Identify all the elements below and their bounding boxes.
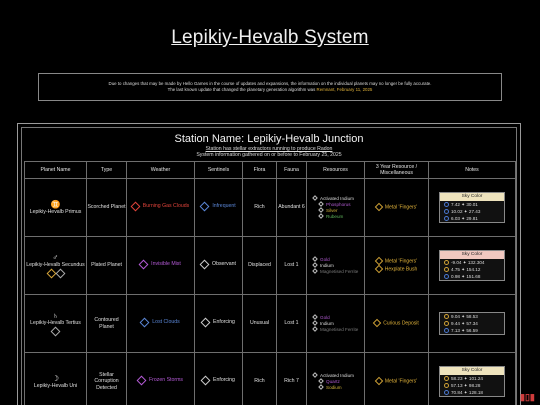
planet-name[interactable]: Lepikiy-Hevalb Uni	[33, 382, 78, 389]
flora: Rich	[243, 353, 277, 405]
flora: Displaced	[243, 237, 277, 295]
header-misc: 3 Year Resource / Miscellaneous	[365, 162, 429, 179]
coord-line	[440, 266, 504, 273]
weather-cell	[127, 353, 195, 405]
coordinate-icon	[444, 209, 449, 214]
coord-line	[440, 382, 504, 389]
notice-line-1: Due to changes that may be made by Hello Games in the course of updates and expansions, the information on the individual planets may no longer be fully accurate.	[108, 81, 432, 86]
weather-cell	[127, 237, 195, 295]
misc-line	[365, 266, 428, 273]
resource-icon	[312, 268, 318, 274]
notes-box	[439, 366, 505, 397]
resource-label: Indium	[320, 262, 334, 268]
fauna: Abundant 6	[277, 179, 307, 237]
coord-line	[440, 208, 504, 215]
planet-table	[24, 161, 516, 405]
misc-cell	[365, 295, 429, 353]
fauna: Lost 1	[277, 237, 307, 295]
sentinels-cell	[195, 237, 243, 295]
notes-cell	[429, 295, 516, 353]
resource-icon	[312, 372, 318, 378]
coord-line	[440, 201, 504, 208]
resource-icon	[318, 213, 324, 219]
header-planet-name: Planet Name	[25, 162, 87, 179]
coordinate-icon	[444, 390, 449, 395]
coordinate-icon	[444, 202, 449, 207]
flora: Rich	[243, 179, 277, 237]
sentinels-text[interactable]: Infrequent	[212, 203, 236, 210]
table-row	[25, 295, 516, 353]
header-weather: Weather	[127, 162, 195, 179]
planet-type: Stellar Corruption Detected	[87, 353, 127, 405]
fauna: Lost 1	[277, 295, 307, 353]
misc-text-2[interactable]: Hexplate Bush	[384, 265, 418, 272]
sky-color-label: Sky Color	[440, 193, 504, 201]
station-panel	[17, 123, 521, 405]
notes-cell	[429, 353, 516, 405]
coord-text: 4.75 ✦ 154.12	[451, 267, 481, 272]
planet-name-cell	[25, 353, 87, 405]
misc-icon	[373, 319, 381, 327]
planet-type: Scorched Planet	[87, 179, 127, 237]
planet-badges	[25, 327, 86, 336]
sentinels-cell	[195, 353, 243, 405]
station-subtitle[interactable]: Station has stellar extractors running to produce Radon	[205, 146, 333, 152]
resource-label: Phosphorus	[326, 201, 351, 207]
planet-symbol-icon: ♂	[52, 252, 59, 262]
notes-cell	[429, 237, 516, 295]
coord-text: 9.04 ✦ 58.53	[451, 314, 478, 319]
coord-line	[440, 259, 504, 266]
misc-cell	[365, 353, 429, 405]
site-logo[interactable]: ▮▯▮	[520, 392, 535, 402]
weather-icon	[137, 375, 147, 385]
misc-icon	[375, 203, 383, 211]
table-row	[25, 179, 516, 237]
notice-line-2	[39, 87, 501, 93]
sentinel-icon	[200, 259, 210, 269]
sentinel-icon	[201, 317, 211, 327]
weather-text[interactable]: Burning Gas Clouds	[142, 203, 190, 210]
resource-label: Magnetised Ferrite	[320, 268, 359, 274]
coord-line	[440, 327, 504, 334]
sentinels-text[interactable]: Observant	[212, 261, 236, 268]
resource-label: Quartz	[326, 378, 340, 384]
coord-line	[440, 273, 504, 280]
weather-cell	[127, 179, 195, 237]
weather-icon	[139, 259, 149, 269]
coord-text: -9.04 ✦ 132.304	[451, 260, 485, 265]
notes-box	[439, 250, 505, 281]
table-row	[25, 237, 516, 295]
planet-symbol-icon: ♄	[52, 310, 59, 320]
notes-box	[439, 312, 505, 335]
header-notes: Notes	[429, 162, 516, 179]
resource-label: Silver	[326, 207, 338, 213]
weather-icon	[140, 317, 150, 327]
coordinate-icon	[444, 376, 449, 381]
coordinate-icon	[444, 314, 449, 319]
planet-name-cell	[25, 179, 87, 237]
weather-icon	[130, 201, 140, 211]
weather-cell	[127, 295, 195, 353]
planet-type: Plated Planet	[87, 237, 127, 295]
resource-label: Activated Indium	[320, 372, 354, 378]
resource-label: Sodium	[326, 384, 342, 390]
planet-type: Contoured Planet	[87, 295, 127, 353]
coord-text: 10.02 ✦ 27.43	[451, 209, 481, 214]
update-link[interactable]: Remnant, February 11, 2025	[316, 87, 373, 93]
planet-symbol-icon: ☽	[51, 373, 60, 383]
resource-item[interactable]	[313, 327, 364, 333]
page-title: Lepikiy-Hevalb System	[171, 27, 369, 48]
coordinate-icon	[444, 216, 449, 221]
misc-icon	[375, 377, 383, 385]
resource-label: Gold	[320, 256, 330, 262]
resources-cell	[307, 353, 365, 405]
coord-text: 7.42 ✦ 30.01	[451, 202, 478, 207]
resource-item[interactable]	[313, 385, 364, 391]
coord-line	[440, 215, 504, 222]
sentinels-text[interactable]: Enforcing	[213, 319, 235, 326]
flora: Unusual	[243, 295, 277, 353]
resources-cell	[307, 179, 365, 237]
weather-text[interactable]: Lost Clouds	[152, 319, 180, 326]
misc-text[interactable]: Metal 'Fingers'	[384, 204, 418, 211]
station-info: System information gathered on or before to February 25, 2025	[196, 152, 342, 158]
weather-text[interactable]: Invisible Mist	[151, 261, 181, 268]
coord-text: 58.23 ✦ 101.24	[451, 376, 483, 381]
resource-label: Rubeum	[326, 213, 344, 219]
coord-text: 9.44 ✦ 57.34	[451, 321, 478, 326]
coord-text: 0.98 ✦ 151.68	[451, 274, 481, 279]
planet-symbol-icon: ♊	[50, 199, 61, 209]
misc-text[interactable]: Curious Deposit	[383, 320, 419, 327]
misc-line	[365, 258, 428, 265]
station-title: Station Name: Lepikiy-Hevalb Junction	[174, 133, 364, 145]
coord-line	[440, 320, 504, 327]
coord-text: 70.84 ✦ 128.18	[451, 390, 483, 395]
station-inner	[21, 127, 517, 405]
weather-text[interactable]: Frozen Storms	[148, 377, 183, 384]
update-notice	[38, 73, 502, 101]
coordinate-icon	[444, 383, 449, 388]
sentinels-text[interactable]: Enforcing	[213, 377, 235, 384]
coordinate-icon	[444, 274, 449, 279]
notes-cell	[429, 179, 516, 237]
misc-icon	[374, 264, 382, 272]
resource-label: Indium	[320, 320, 334, 326]
coord-text: 6.03 ✦ 29.81	[451, 216, 478, 221]
coordinate-icon	[444, 328, 449, 333]
table-header-row	[25, 162, 516, 179]
resource-icon	[318, 384, 324, 390]
sky-color-label: Sky Color	[440, 367, 504, 375]
resource-item[interactable]	[313, 214, 364, 220]
coord-text: 57.13 ✦ 98.28	[451, 383, 481, 388]
resource-label: Magnetised Ferrite	[320, 326, 359, 332]
planet-name-cell	[25, 237, 87, 295]
planet-name[interactable]: Lepikiy-Hevalb Secundus	[26, 261, 85, 268]
sentinel-icon	[201, 375, 211, 385]
header-flora: Flora	[243, 162, 277, 179]
fauna: Rich 7	[277, 353, 307, 405]
resource-label: Gold	[320, 314, 330, 320]
table-row	[25, 353, 516, 405]
sentinels-cell	[195, 295, 243, 353]
planet-name-cell	[25, 295, 87, 353]
planet-name[interactable]: Lepikiy-Hevalb Primus	[29, 208, 82, 215]
planet-badges	[25, 269, 86, 278]
coord-line	[440, 313, 504, 320]
sentinel-icon	[200, 201, 210, 211]
misc-cell	[365, 237, 429, 295]
sentinels-cell	[195, 179, 243, 237]
badge-icon	[46, 269, 56, 279]
badge-icon	[55, 269, 65, 279]
resource-label: Activated Indium	[320, 195, 354, 201]
notice-line-2-text: The last known update that changed the planetary generation algorithm was	[167, 87, 316, 93]
resource-icon	[312, 195, 318, 201]
misc-cell	[365, 179, 429, 237]
misc-text[interactable]: Metal 'Fingers'	[384, 378, 418, 385]
coord-line	[440, 375, 504, 382]
notes-box	[439, 192, 505, 223]
resources-cell	[307, 237, 365, 295]
header-resources: Resources	[307, 162, 365, 179]
header-fauna: Fauna	[277, 162, 307, 179]
coordinate-icon	[444, 267, 449, 272]
resource-icon	[312, 326, 318, 332]
coordinate-icon	[444, 260, 449, 265]
coordinate-icon	[444, 321, 449, 326]
misc-text[interactable]: Metal 'Fingers'	[384, 258, 418, 265]
resource-item[interactable]	[313, 269, 364, 275]
header-sentinels: Sentinels	[195, 162, 243, 179]
coord-text: 7.13 ✦ 56.59	[451, 328, 478, 333]
planet-name[interactable]: Lepikiy-Hevalb Tertius	[30, 319, 81, 326]
coord-line	[440, 389, 504, 396]
sky-color-label: Sky Color	[440, 251, 504, 259]
badge-icon	[51, 327, 61, 337]
resources-cell	[307, 295, 365, 353]
header-type: Type	[87, 162, 127, 179]
